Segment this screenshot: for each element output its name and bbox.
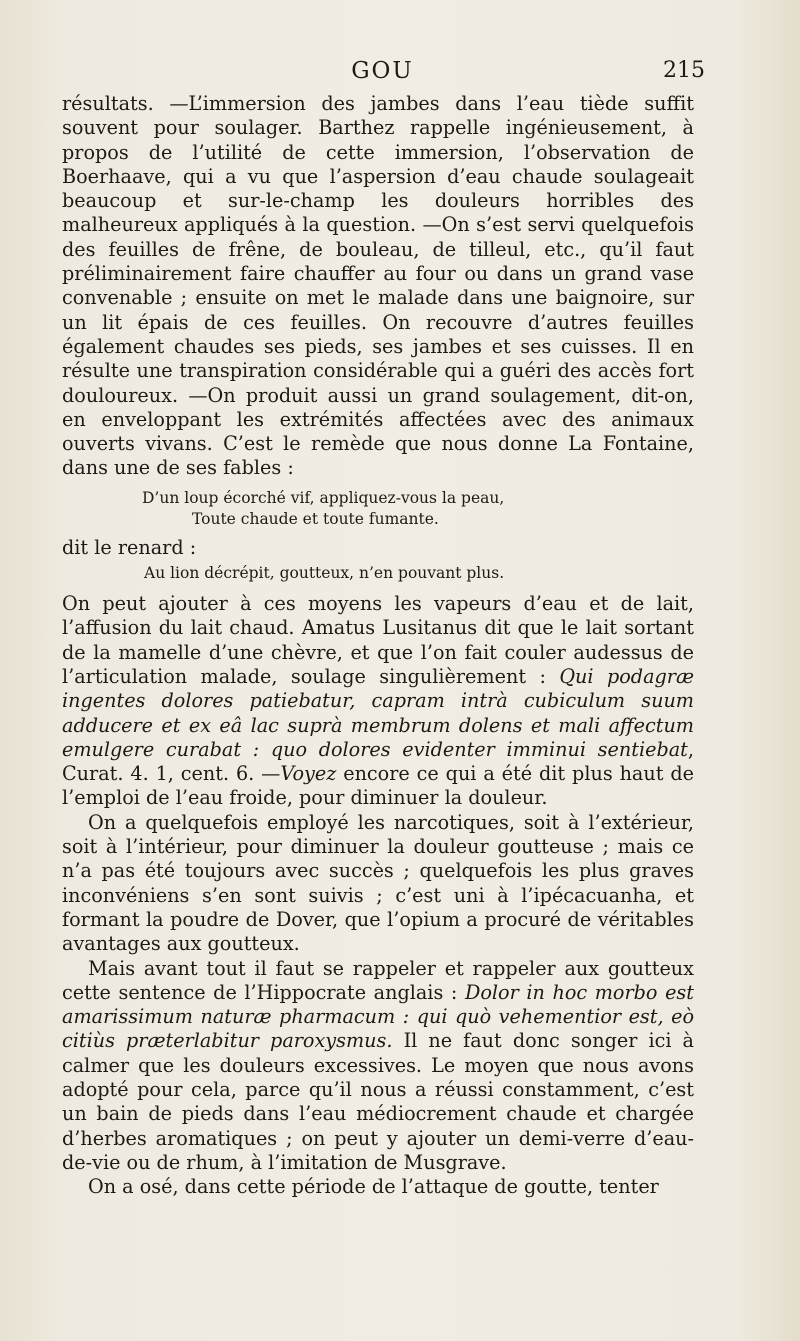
lait-text-end: encore ce qui a été dit plus haut de l’emploi de l’eau froide, pour diminuer la douleur. — [62, 762, 694, 810]
fable-line-1: D’un loup écorché vif, appliquez-vous la peau, — [142, 488, 505, 507]
running-title: GOU — [351, 58, 414, 84]
paragraph-sentence — [62, 957, 694, 1176]
running-header — [60, 58, 705, 94]
sentence-text-start: Mais avant tout il faut se rappeler et rappeler aux goutteux cette sentence de l’Hippocrate anglais : — [62, 956, 694, 1004]
paragraph-renard: dit le renard : — [62, 535, 197, 559]
latin-quote-amatus: Qui podagræ ingentes dolores patiebatur, capram intrà cubiculum suum adducere et ex eâ lac suprà membrum dolens et mali affectum emulgere curabat : quo dolores evidenter imminui sentiebat — [62, 664, 694, 761]
fable-quote — [142, 488, 694, 530]
fable-line-3: Au lion décrépit, goutteux, n’en pouvant plus. — [144, 564, 505, 583]
paragraph-remedies: résultats. —L’immersion des jambes dans l’eau tiède suffit souvent pour soulager. Barthez rappelle ingénieusement, à propos de l’utilité de cette immersion, l’observation de Boerhaave, qui a vu que l’aspersion d’eau chaude soulageait beaucoup et sur-le-champ les douleurs horribles des malheureux appliqués à la question. —On s’est servi quelquefois des feuilles de frêne, de bouleau, de tilleul, etc., qu’il faut préliminairement faire chauffer au four ou dans un grand vase convenable ; ensuite on met le malade dans une baignoire, sur un lit épais de ces feuilles. On recouvre d’autres feuilles également chaudes ses pieds, ses jambes et ses cuisses. Il en résulte une transpiration considérable qui a guéri des accès fort douloureux. —On produit aussi un grand soulagement, dit-on, en enveloppant les extrémités affectées avec des animaux ouverts vivans. C’est le remède que nous donne La Fontaine, dans une de ses fables : — [62, 92, 694, 480]
paragraph-narcotiques: On a quelquefois employé les narcotiques, soit à l’extérieur, soit à l’intérieur, pour diminuer la douleur goutteuse ; mais ce n’a pas été toujours avec succès ; quelquefois les plus graves inconvéniens s’en sont suivis ; c’est uni à l’ipécacuanha, et formant la poudre de Dover, que l’opium a procuré de véritables avantages aux goutteux. — [62, 810, 694, 956]
sentence-text-end: Il ne faut donc songer ici à calmer que les douleurs excessives. Le moyen que nous avons adopté pour cela, parce qu’il nous a réussi constamment, c’est un bain de pieds dans l’eau médiocrement chaude et chargée d’herbes aromatiques ; on peut y ajouter un demi-verre d’eau-de-vie ou de rhum, à l’imitation de Musgrave. — [62, 1029, 694, 1174]
voyez-reference: Voyez — [280, 762, 337, 786]
page-number: 215 — [663, 58, 705, 83]
latin-quote-sydenham: Dolor in hoc morbo est amarissimum naturæ pharmacum : qui quò vehementior est, eò citiùs præterlabitur paroxysmus. — [62, 980, 694, 1053]
lait-text-citation: , Curat. 4. 1, cent. 6. — — [62, 737, 694, 786]
paragraph-final: On a osé, dans cette période de l’attaque de goutte, tenter — [88, 1175, 659, 1199]
main-text — [62, 92, 694, 1199]
fable-line-2: Toute chaude et toute fumante. — [192, 509, 439, 528]
lait-text-start: On peut ajouter à ces moyens les vapeurs d’eau et de lait, l’affusion du lait chaud. Amatus Lusitanus dit que le lait sortant de la mamelle d’une chèvre, et que l’on fait couler audessus de l’articulation malade, soulage singulièrement : — [62, 592, 694, 688]
paragraph-lait — [62, 592, 694, 811]
